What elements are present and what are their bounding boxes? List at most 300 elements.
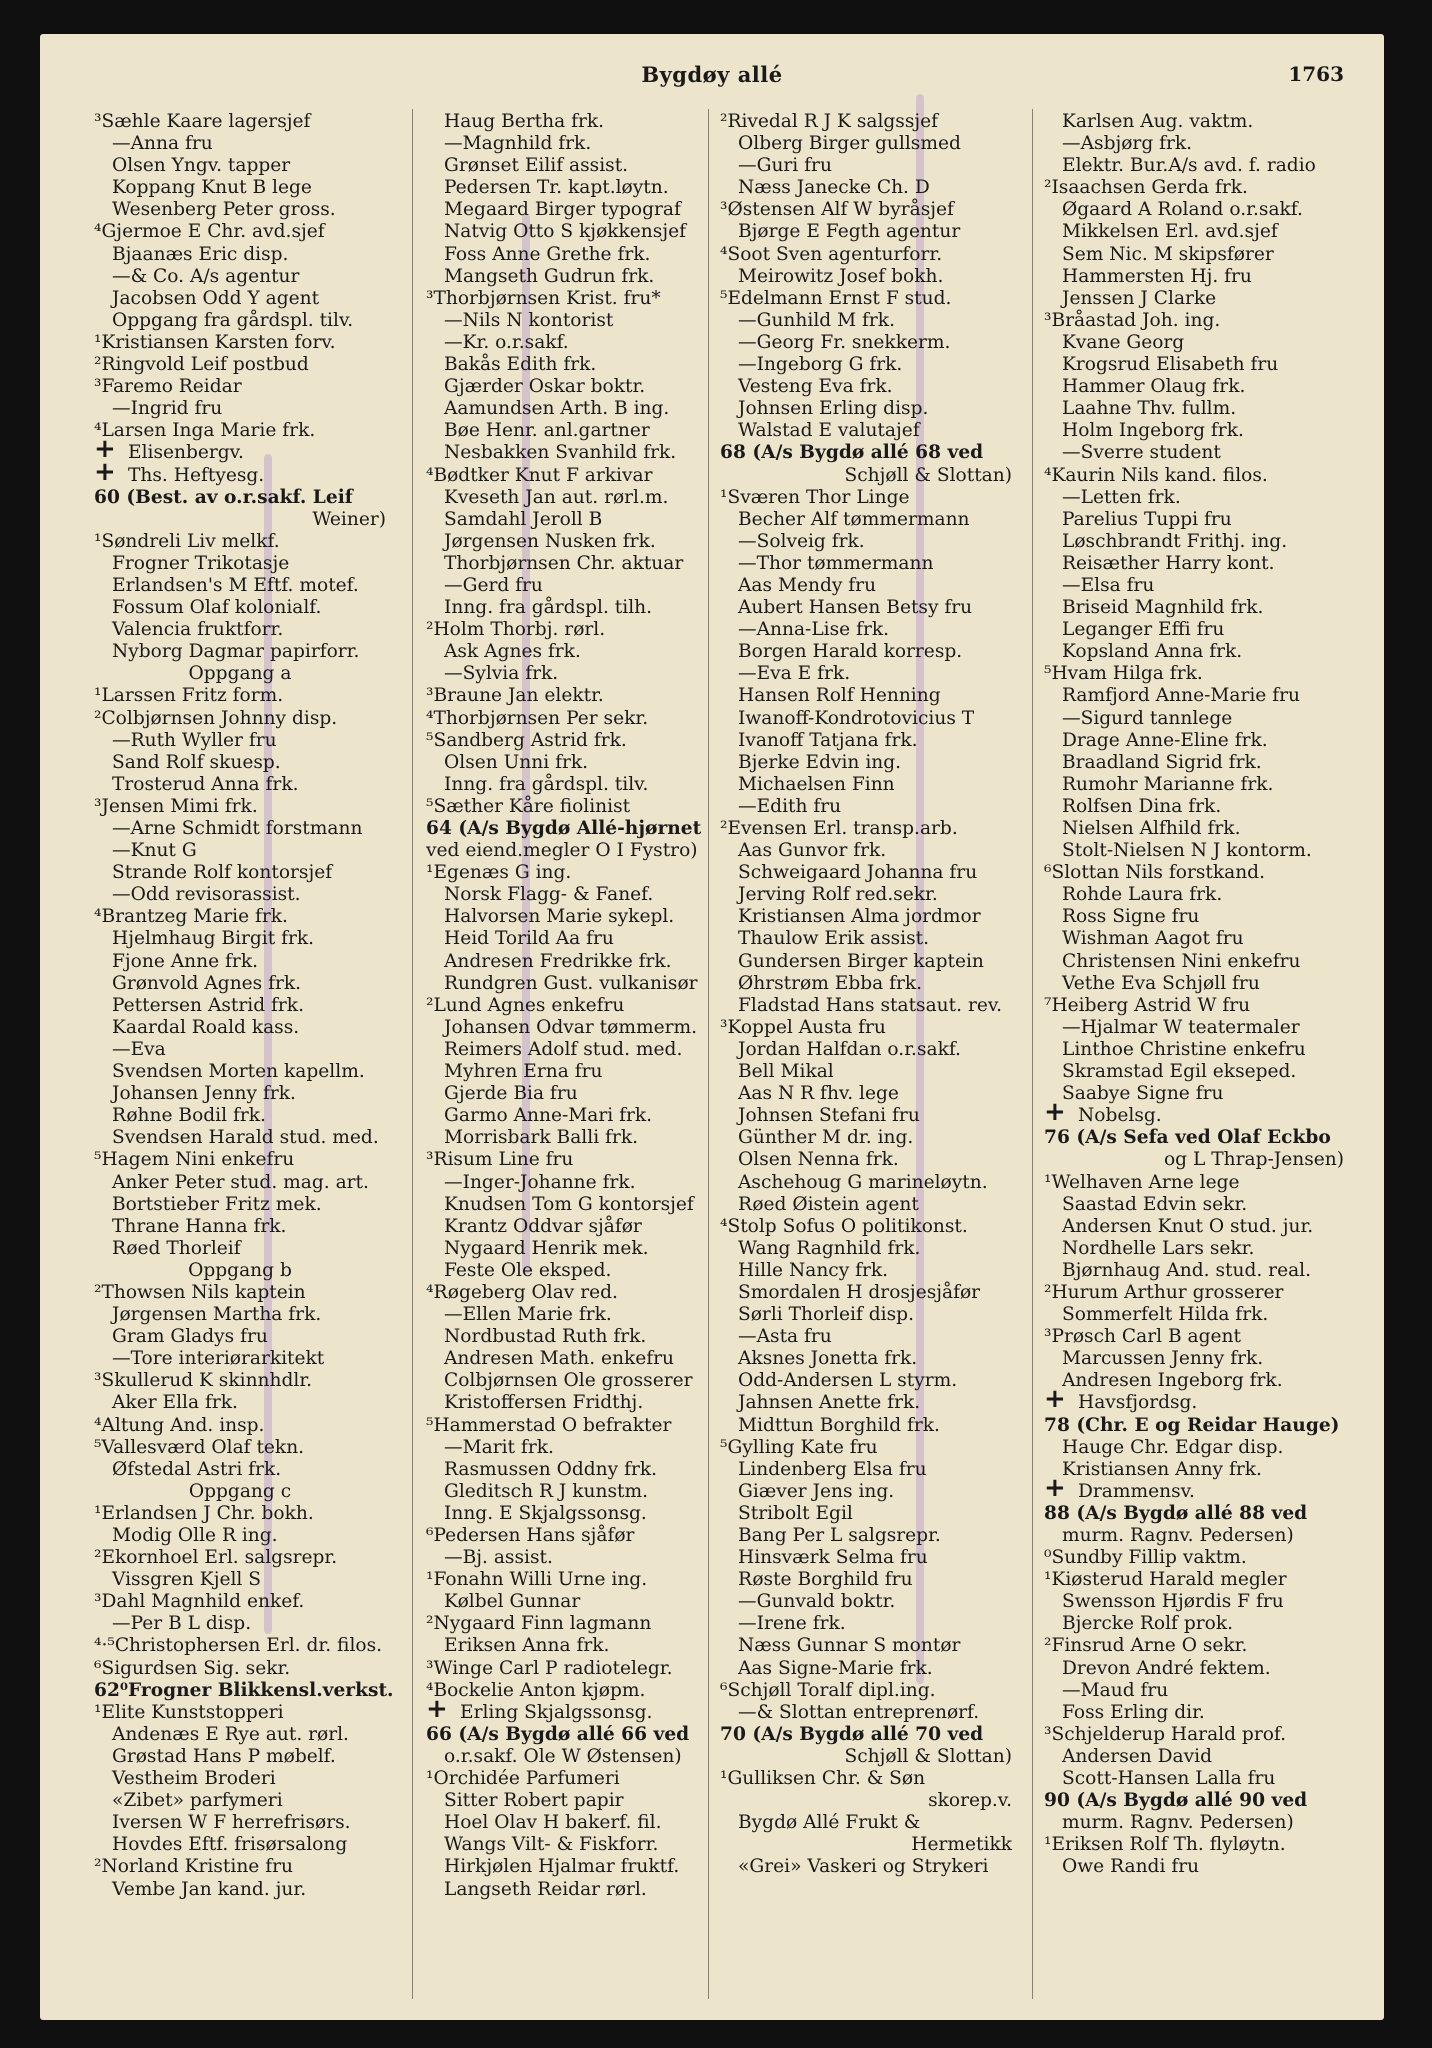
listing-entry: Vestheim Broderi xyxy=(112,1768,276,1790)
listing-entry: ⁴Kaurin Nils kand. filos. xyxy=(1044,464,1268,486)
listing-entry: Bakås Edith frk. xyxy=(444,354,597,376)
address-heading: 60 (Best. av o.r.sakf. Leif xyxy=(94,486,353,508)
listing-entry: murm. Ragnv. Pedersen) xyxy=(1062,1812,1294,1834)
listing-entry: —Knut G xyxy=(112,840,197,862)
listing-entry: Haug Bertha frk. xyxy=(444,111,605,132)
listing-entry: Hjelmhaug Birgit frk. xyxy=(112,928,315,950)
listing-entry: Thaulow Erik assist. xyxy=(738,928,930,950)
listing-entry: Nygaard Henrik mek. xyxy=(444,1237,649,1259)
listing-entry: Borgen Harald korresp. xyxy=(738,641,963,663)
listing-entry: —Gunhild M frk. xyxy=(738,309,895,331)
listing-entry: —Georg Fr. snekkerm. xyxy=(738,331,951,353)
listing-entry: Schjøll & Slottan) xyxy=(844,464,1012,486)
listing-entry: Rohde Laura frk. xyxy=(1062,884,1223,906)
listing-entry: ¹Eriksen Rolf Th. flyløytn. xyxy=(1044,1834,1286,1856)
directory-page xyxy=(40,34,1384,2020)
listing-entry: Skramstad Egil ekseped. xyxy=(1062,1061,1297,1083)
listing-entry: Walstad E valutajef xyxy=(738,420,920,442)
listing-entry: Jahnsen Anette frk. xyxy=(738,1392,921,1414)
listing-entry: ¹Erlandsen J Chr. bokh. xyxy=(94,1502,314,1524)
listing-column-4 xyxy=(1044,111,1344,1879)
cross-street: + Ths. Heftyesg. xyxy=(94,465,386,487)
listing-entry: Hille Nancy frk. xyxy=(738,1259,889,1281)
listing-entry: Anker Peter stud. mag. art. xyxy=(112,1171,369,1193)
listing-entry: ⁶Pedersen Hans sjåfør xyxy=(426,1525,635,1546)
listing-entry: —Sylvia frk. xyxy=(444,663,559,685)
listing-entry: Olsen Yngv. tapper xyxy=(112,155,291,177)
listing-entry: Meirowitz Josef bokh. xyxy=(738,265,944,287)
listing-entry: ¹Orchidée Parfumeri xyxy=(426,1768,620,1790)
listing-entry: Heid Torild Aa fru xyxy=(444,928,614,950)
listing-entry: ⁶Sigurdsen Sig. sekr. xyxy=(94,1657,291,1679)
listing-entry: Grøstad Hans P møbelf. xyxy=(112,1745,336,1767)
listing-entry: Vembe Jan kand. jur. xyxy=(112,1878,307,1900)
listing-entry: Ask Agnes frk. xyxy=(444,641,581,663)
listing-entry: —Ruth Wyller fru xyxy=(112,729,277,751)
listing-entry: Rasmussen Oddny frk. xyxy=(444,1458,658,1480)
listing-entry: ¹Søndreli Liv melkf. xyxy=(94,530,280,552)
address-heading: 90 (A/s Bygdø allé 90 ved xyxy=(1044,1790,1308,1812)
address-heading: 64 (A/s Bygdø Allé-hjørnet xyxy=(426,818,702,839)
listing-entry: ²Holm Thorbj. rørl. xyxy=(426,619,606,641)
listing-entry: ⁵Hammerstad O befrakter xyxy=(426,1414,672,1436)
listing-entry: Modig Olle R ing. xyxy=(112,1525,278,1546)
listing-entry: Colbjørnsen Ole grosserer xyxy=(444,1370,693,1392)
listing-entry: —Irene frk. xyxy=(738,1613,846,1635)
listing-entry: ²Thowsen Nils kaptein xyxy=(94,1281,306,1303)
listing-entry: Koppang Knut B lege xyxy=(112,177,312,199)
listing-entry: Mikkelsen Erl. avd.sjef xyxy=(1062,221,1278,243)
listing-entry: Megaard Birger typograf xyxy=(444,199,681,221)
listing-entry: Rumohr Marianne frk. xyxy=(1062,773,1274,795)
listing-entry: Oppgang fra gårdspl. tilv. xyxy=(112,309,354,331)
listing-entry: Aksnes Jonetta frk. xyxy=(738,1348,918,1370)
listing-entry: Michaelsen Finn xyxy=(738,773,895,795)
listing-entry: Myhren Erna fru xyxy=(444,1061,603,1083)
listing-entry: Næss Gunnar S montør xyxy=(738,1635,961,1657)
listing-entry: og L Thrap-Jensen) xyxy=(1163,1149,1344,1171)
listing-entry: ⁴Røgeberg Olav red. xyxy=(426,1281,618,1303)
listing-entry: —Elsa fru xyxy=(1062,574,1155,596)
listing-entry: o.r.sakf. Ole W Østensen) xyxy=(444,1745,682,1767)
listing-entry: Elektr. Bur.A/s avd. f. radio xyxy=(1062,155,1316,177)
listing-entry: Bang Per L salgsrepr. xyxy=(738,1525,941,1546)
listing-entry: ³Østensen Alf W byråsjef xyxy=(720,199,954,221)
listing-entry: ⁶Slottan Nils forstkand. xyxy=(1044,862,1265,884)
listing-entry: —Odd revisorassist. xyxy=(112,884,301,906)
cross-street: + Havsfjordsg. xyxy=(1044,1392,1344,1414)
listing-entry: Smordalen H drosjesjåfør xyxy=(738,1281,981,1303)
listing-entry: Røste Borghild fru xyxy=(738,1569,913,1591)
listing-entry: Kaardal Roald kass. xyxy=(112,1016,300,1038)
listing-entry: Kristoffersen Fridthj. xyxy=(444,1392,644,1414)
listing-entry: Øhrstrøm Ebba frk. xyxy=(738,972,923,994)
listing-entry: Samdahl Jeroll B xyxy=(444,508,603,530)
listing-entry: Rundgren Gust. vulkanisør xyxy=(444,972,698,994)
listing-entry: Ramfjord Anne-Marie fru xyxy=(1062,685,1300,707)
listing-entry: Vethe Eva Schjøll fru xyxy=(1062,972,1260,994)
listing-entry: —& Co. A/s agentur xyxy=(112,265,300,287)
listing-entry: Wang Ragnhild frk. xyxy=(738,1237,921,1259)
address-heading: 88 (A/s Bygdø allé 88 ved xyxy=(1044,1502,1308,1524)
listing-entry: Svendsen Harald stud. med. xyxy=(112,1127,379,1149)
listing-entry: —Edith fru xyxy=(738,795,842,817)
listing-entry: Marcussen Jenny frk. xyxy=(1062,1348,1264,1370)
listing-entry: Hansen Rolf Henning xyxy=(738,685,941,707)
listing-entry: —Nils N kontorist xyxy=(444,309,614,331)
listing-entry: Erlandsen's M Eftf. motef. xyxy=(112,574,359,596)
listing-entry: Reimers Adolf stud. med. xyxy=(444,1038,683,1060)
listing-entry: Vesteng Eva frk. xyxy=(738,376,893,398)
listing-entry: ¹Egenæs G ing. xyxy=(426,862,572,884)
listing-entry: Johnsen Erling disp. xyxy=(738,398,929,420)
listing-entry: Kvane Georg xyxy=(1062,331,1185,353)
listing-entry: ²Rivedal R J K salgssjef xyxy=(720,111,939,132)
listing-entry: —Ingeborg G frk. xyxy=(738,354,903,376)
listing-entry: Røhne Bodil frk. xyxy=(112,1105,266,1127)
listing-entry: Nordhelle Lars sekr. xyxy=(1062,1237,1255,1259)
listing-entry: ²Isaachsen Gerda frk. xyxy=(1044,177,1248,199)
listing-entry: ²Hurum Arthur grosserer xyxy=(1044,1281,1284,1303)
listing-entry: —Asta fru xyxy=(738,1326,832,1348)
address-heading: 78 (Chr. E og Reidar Hauge) xyxy=(1044,1414,1340,1436)
listing-entry: —Arne Schmidt forstmann xyxy=(112,818,363,839)
listing-entry: Thrane Hanna frk. xyxy=(112,1215,287,1237)
listing-entry: Giæver Jens ing. xyxy=(738,1480,895,1502)
listing-entry: Grønset Eilif assist. xyxy=(444,155,629,177)
listing-entry: Inng. E Skjalgssonsg. xyxy=(444,1502,647,1524)
listing-entry: Jerving Rolf red.sekr. xyxy=(738,884,938,906)
listing-entry: Bjørge E Fegth agentur xyxy=(738,221,961,243)
listing-entry: —Bj. assist. xyxy=(444,1547,553,1569)
listing-entry: ⁴Larsen Inga Marie frk. xyxy=(94,420,316,442)
listing-entry: —Thor tømmermann xyxy=(738,552,934,574)
listing-entry: Stribolt Egil xyxy=(738,1502,853,1524)
listing-entry: Gjerde Bia fru xyxy=(444,1083,578,1105)
listing-entry: ¹Elite Kunststopperi xyxy=(94,1701,284,1723)
listing-entry: Scott-Hansen Lalla fru xyxy=(1062,1768,1276,1790)
listing-entry: Foss Erling dir. xyxy=(1062,1701,1205,1723)
listing-entry: ³Thorbjørnsen Krist. fru* xyxy=(426,287,661,309)
listing-column-3 xyxy=(720,111,1012,1879)
listing-entry: Weiner) xyxy=(312,508,386,530)
listing-entry: Ivanoff Tatjana frk. xyxy=(738,729,918,751)
listing-entry: —Anna-Lise frk. xyxy=(738,619,890,641)
listing-entry: —Letten frk. xyxy=(1062,486,1181,508)
listing-entry: —Sverre student xyxy=(1062,442,1221,464)
street-title: Bygdøy allé xyxy=(641,62,783,87)
listing-entry: —Gerd fru xyxy=(444,574,543,596)
listing-entry: Nesbakken Svanhild frk. xyxy=(444,442,677,464)
listing-entry: Øfstedal Astri frk. xyxy=(112,1458,282,1480)
listing-entry: Wesenberg Peter gross. xyxy=(112,199,336,221)
listing-entry: Linthoe Christine enkefru xyxy=(1062,1038,1306,1060)
listing-entry: —Eva E frk. xyxy=(738,663,851,685)
listing-entry: Fjone Anne frk. xyxy=(112,950,258,972)
listing-entry: ³Sæhle Kaare lagersjef xyxy=(94,111,311,132)
listing-entry: Karlsen Aug. vaktm. xyxy=(1062,111,1254,132)
listing-entry: —Inger-Johanne frk. xyxy=(444,1171,636,1193)
listing-entry: Johansen Odvar tømmerm. xyxy=(444,1016,698,1038)
listing-entry: ¹Kiøsterud Harald megler xyxy=(1044,1569,1287,1591)
entrance-heading: Oppgang a xyxy=(188,663,292,685)
listing-entry: Günther M dr. ing. xyxy=(738,1127,914,1149)
listing-entry: Holm Ingeborg frk. xyxy=(1062,420,1244,442)
listing-entry: Parelius Tuppi fru xyxy=(1062,508,1232,530)
listing-entry: Gram Gladys fru xyxy=(112,1326,268,1348)
listing-entry: ³Jensen Mimi frk. xyxy=(94,795,258,817)
listing-entry: Bjercke Rolf prok. xyxy=(1062,1613,1234,1635)
listing-entry: Bell Mikal xyxy=(738,1061,834,1083)
listing-entry: skorep.v. xyxy=(928,1790,1012,1812)
listing-entry: Aubert Hansen Betsy fru xyxy=(738,597,973,619)
listing-entry: —Hjalmar W teatermaler xyxy=(1062,1016,1300,1038)
listing-entry: Pedersen Tr. kapt.løytn. xyxy=(444,177,669,199)
listing-entry: ²Finsrud Arne O sekr. xyxy=(1044,1635,1248,1657)
listing-entry: Bøe Henr. anl.gartner xyxy=(444,420,650,442)
listing-entry: ²Nygaard Finn lagmann xyxy=(426,1613,652,1635)
listing-entry: Kopsland Anna frk. xyxy=(1062,641,1243,663)
listing-entry: Valencia fruktforr. xyxy=(112,619,284,641)
listing-entry: Aschehoug G marineløytn. xyxy=(738,1171,988,1193)
listing-entry: —Kr. o.r.sakf. xyxy=(444,331,569,353)
listing-entry: ved eiend.megler O I Fystro) xyxy=(426,840,698,862)
listing-entry: ⁴Brantzeg Marie frk. xyxy=(94,906,288,928)
listing-entry: Andresen Fredrikke frk. xyxy=(444,950,672,972)
listing-entry: Thorbjørnsen Chr. aktuar xyxy=(444,552,684,574)
listing-entry: Røed Øistein agent xyxy=(738,1193,919,1215)
listing-entry: Laahne Thv. fullm. xyxy=(1062,398,1237,420)
listing-entry: ¹Fonahn Willi Urne ing. xyxy=(426,1569,648,1591)
listing-entry: Sommerfelt Hilda frk. xyxy=(1062,1304,1269,1326)
address-heading: 68 (A/s Bygdø allé 68 ved xyxy=(720,442,984,464)
address-heading: 66 (A/s Bygdø allé 66 ved xyxy=(426,1723,690,1745)
listing-entry: Morrisbark Balli frk. xyxy=(444,1127,638,1149)
listing-entry: Hammer Olaug frk. xyxy=(1062,376,1246,398)
listing-entry: Gleditsch R J kunstm. xyxy=(444,1480,649,1502)
listing-entry: Hinsværk Selma fru xyxy=(738,1547,928,1569)
listing-entry: Svendsen Morten kapellm. xyxy=(112,1061,365,1083)
listing-entry: Bjørnhaug And. stud. real. xyxy=(1062,1259,1312,1281)
listing-entry: Bygdø Allé Frukt & xyxy=(738,1812,921,1834)
listing-entry: Feste Ole eksped. xyxy=(444,1259,612,1281)
listing-entry: ⁴Gjermoe E Chr. avd.sjef xyxy=(94,221,325,243)
listing-entry: Eriksen Anna frk. xyxy=(444,1635,610,1657)
listing-entry: ⁴Bødtker Knut F arkivar xyxy=(426,464,653,486)
listing-entry: Olberg Birger gullsmed xyxy=(738,133,961,155)
entrance-heading: Oppgang c xyxy=(188,1480,292,1502)
listing-entry: —Marit frk. xyxy=(444,1436,554,1458)
listing-entry: ¹Larssen Fritz form. xyxy=(94,685,284,707)
listing-entry: Bjaanæs Eric disp. xyxy=(112,243,289,265)
listing-entry: Kristiansen Alma jordmor xyxy=(738,906,981,928)
address-heading: 62⁰Frogner Blikkensl.verkst. xyxy=(94,1679,394,1701)
listing-entry: Olsen Nenna frk. xyxy=(738,1149,899,1171)
listing-entry: Sem Nic. M skipsfører xyxy=(1062,243,1274,265)
listing-entry: ⁵Sandberg Astrid frk. xyxy=(426,729,627,751)
listing-entry: Næss Janecke Ch. D xyxy=(738,177,930,199)
listing-entry: Wishman Aagot fru xyxy=(1062,928,1244,950)
listing-entry: Rolfsen Dina frk. xyxy=(1062,795,1222,817)
listing-entry: Sitter Robert papir xyxy=(444,1790,624,1812)
listing-entry: ⁵Hagem Nini enkefru xyxy=(94,1149,295,1171)
listing-entry: ⁵Edelmann Ernst F stud. xyxy=(720,287,952,309)
listing-entry: Drevon André fektem. xyxy=(1062,1657,1271,1679)
listing-entry: —Eva xyxy=(112,1038,166,1060)
listing-entry: Kveseth Jan aut. rørl.m. xyxy=(444,486,669,508)
listing-entry: ³Prøsch Carl B agent xyxy=(1044,1326,1241,1348)
listing-entry: ³Schjelderup Harald prof. xyxy=(1044,1723,1287,1745)
listing-entry: Hermetikk xyxy=(911,1834,1012,1856)
listing-entry: Iwanoff-Kondrotovicius T xyxy=(738,707,975,729)
listing-entry: —& Slottan entreprenørf. xyxy=(738,1701,980,1723)
listing-entry: Stolt-Nielsen N J kontorm. xyxy=(1062,840,1312,862)
column-divider xyxy=(1032,109,1033,1999)
listing-entry: ³Risum Line fru xyxy=(426,1149,574,1171)
listing-entry: Nielsen Alfhild frk. xyxy=(1062,818,1241,839)
listing-entry: Ross Signe fru xyxy=(1062,906,1200,928)
listing-entry: Strande Rolf kontorsjef xyxy=(112,862,333,884)
listing-entry: «Zibet» parfymeri xyxy=(112,1790,283,1812)
listing-entry: ⁰Sundby Fillip vaktm. xyxy=(1044,1547,1247,1569)
cross-street: + Drammensv. xyxy=(1044,1481,1344,1503)
listing-entry: Johnsen Stefani fru xyxy=(738,1105,920,1127)
listing-entry: Gjærder Oskar boktr. xyxy=(444,376,646,398)
listing-entry: ⁵Sæther Kåre fiolinist xyxy=(426,795,631,817)
listing-entry: ¹Sværen Thor Linge xyxy=(720,486,910,508)
listing-entry: —Magnhild frk. xyxy=(444,133,592,155)
listing-entry: Reisæther Harry kont. xyxy=(1062,552,1275,574)
listing-entry: Løschbrandt Frithj. ing. xyxy=(1062,530,1288,552)
listing-entry: Norsk Flagg- & Fanef. xyxy=(444,884,654,906)
listing-entry: Halvorsen Marie sykepl. xyxy=(444,906,675,928)
listing-entry: Jørgensen Nusken frk. xyxy=(444,530,656,552)
listing-entry: ³Faremo Reidar xyxy=(94,376,242,398)
listing-entry: Lindenberg Elsa fru xyxy=(738,1458,927,1480)
page-number: 1763 xyxy=(1288,62,1344,86)
listing-entry: Røed Thorleif xyxy=(112,1237,241,1259)
listing-entry: Andersen David xyxy=(1062,1745,1212,1767)
listing-entry: —Gunvald boktr. xyxy=(738,1591,896,1613)
listing-entry: Hovdes Eftf. frisørsalong xyxy=(112,1834,348,1856)
listing-entry: ²Ekornhoel Erl. salgsrepr. xyxy=(94,1547,338,1569)
listing-entry: —Solveig frk. xyxy=(738,530,865,552)
listing-entry: —Anna fru xyxy=(112,133,213,155)
listing-entry: Foss Anne Grethe frk. xyxy=(444,243,651,265)
listing-entry: Mangseth Gudrun frk. xyxy=(444,265,655,287)
listing-entry: Aamundsen Arth. B ing. xyxy=(444,398,670,420)
address-heading: 70 (A/s Bygdø allé 70 ved xyxy=(720,1723,984,1745)
listing-entry: Garmo Anne-Mari frk. xyxy=(444,1105,653,1127)
listing-entry: Bortstieber Fritz mek. xyxy=(112,1193,322,1215)
listing-entry: Drage Anne-Eline frk. xyxy=(1062,729,1268,751)
listing-entry: Fossum Olaf kolonialf. xyxy=(112,597,322,619)
listing-entry: Langseth Reidar rørl. xyxy=(444,1878,647,1900)
listing-entry: —Asbjørg frk. xyxy=(1062,133,1193,155)
listing-entry: ²Ringvold Leif postbud xyxy=(94,354,309,376)
listing-entry: murm. Ragnv. Pedersen) xyxy=(1062,1525,1294,1546)
listing-entry: Andersen Knut O stud. jur. xyxy=(1062,1215,1314,1237)
listing-entry: Hauge Chr. Edgar disp. xyxy=(1062,1436,1284,1458)
listing-entry: Knudsen Tom G kontorsjef xyxy=(444,1193,694,1215)
listing-entry: —Ingrid fru xyxy=(112,398,223,420)
listing-entry: —Per B L disp. xyxy=(112,1613,252,1635)
listing-entry: ¹Kristiansen Karsten forv. xyxy=(94,331,336,353)
listing-entry: Nyborg Dagmar papirforr. xyxy=(112,641,360,663)
listing-entry: Jørgensen Martha frk. xyxy=(112,1304,322,1326)
listing-entry: Christensen Nini enkefru xyxy=(1062,950,1301,972)
listing-entry: Andenæs E Rye aut. rørl. xyxy=(112,1723,349,1745)
listing-entry: «Grei» Vaskeri og Strykeri xyxy=(738,1856,989,1878)
listing-entry: ⁵Gylling Kate fru xyxy=(720,1436,878,1458)
listing-entry: —Guri fru xyxy=(738,155,832,177)
listing-entry: ³Dahl Magnhild enkef. xyxy=(94,1591,305,1613)
listing-entry: —Tore interiørarkitekt xyxy=(112,1348,325,1370)
listing-entry: ²Colbjørnsen Johnny disp. xyxy=(94,707,338,729)
listing-entry: ²Norland Kristine fru xyxy=(94,1856,293,1878)
listing-entry: ⁶Schjøll Toralf dipl.ing. xyxy=(720,1679,936,1701)
listing-entry: Andresen Ingeborg frk. xyxy=(1062,1370,1283,1392)
listing-entry: Briseid Magnhild frk. xyxy=(1062,597,1264,619)
listing-entry: Aas Signe-Marie frk. xyxy=(738,1657,933,1679)
listing-entry: Krogsrud Elisabeth fru xyxy=(1062,354,1279,376)
listing-entry: Schweigaard Johanna fru xyxy=(738,862,978,884)
listing-column-2 xyxy=(426,111,718,1901)
listing-entry: Gundersen Birger kaptein xyxy=(738,950,984,972)
listing-entry: ¹Gulliksen Chr. & Søn xyxy=(720,1768,926,1790)
listing-entry: Saabye Signe fru xyxy=(1062,1083,1224,1105)
listing-entry: ⁴Soot Sven agenturforr. xyxy=(720,243,943,265)
listing-entry: ⁴·⁵Christophersen Erl. dr. filos. xyxy=(94,1635,383,1657)
listing-entry: ¹Welhaven Arne lege xyxy=(1044,1171,1240,1193)
listing-entry: Jenssen J Clarke xyxy=(1062,287,1217,309)
listing-entry: Hoel Olav H bakerf. fil. xyxy=(444,1812,662,1834)
listing-entry: ³Braune Jan elektr. xyxy=(426,685,604,707)
column-divider xyxy=(412,109,413,1999)
listing-entry: ⁵Vallesværd Olaf tekn. xyxy=(94,1436,305,1458)
listing-entry: Andresen Math. enkefru xyxy=(444,1348,675,1370)
listing-entry: Wangs Vilt- & Fiskforr. xyxy=(444,1834,659,1856)
listing-entry: Becher Alf tømmermann xyxy=(738,508,970,530)
listing-entry: ⁴Thorbjørnsen Per sekr. xyxy=(426,707,649,729)
listing-entry: Natvig Otto S kjøkkensjef xyxy=(444,221,686,243)
listing-entry: ⁴Stolp Sofus O politikonst. xyxy=(720,1215,968,1237)
listing-entry: Braadland Sigrid frk. xyxy=(1062,751,1262,773)
listing-entry: Øgaard A Roland o.r.sakf. xyxy=(1062,199,1303,221)
listing-entry: Odd-Andersen L styrm. xyxy=(738,1370,958,1392)
listing-entry: Swensson Hjørdis F fru xyxy=(1062,1591,1284,1613)
listing-entry: Hammersten Hj. fru xyxy=(1062,265,1252,287)
listing-entry: Nordbustad Ruth frk. xyxy=(444,1326,647,1348)
listing-entry: Aas N R fhv. lege xyxy=(738,1083,899,1105)
listing-entry: —Ellen Marie frk. xyxy=(444,1304,612,1326)
listing-entry: Aas Gunvor frk. xyxy=(738,840,887,862)
listing-entry: Inng. fra gårdspl. tilv. xyxy=(444,773,649,795)
listing-entry: Aker Ella frk. xyxy=(112,1392,238,1414)
listing-entry: Sand Rolf skuesp. xyxy=(112,751,281,773)
listing-entry: Saastad Edvin sekr. xyxy=(1062,1193,1248,1215)
listing-entry: Johansen Jenny frk. xyxy=(112,1083,296,1105)
listing-entry: Bjerke Edvin ing. xyxy=(738,751,902,773)
listing-column-1 xyxy=(94,111,394,1901)
listing-entry: Owe Randi fru xyxy=(1062,1856,1200,1878)
listing-entry: Pettersen Astrid frk. xyxy=(112,994,304,1016)
listing-entry: ²Lund Agnes enkefru xyxy=(426,994,625,1016)
listing-entry: ⁵Hvam Hilga frk. xyxy=(1044,663,1203,685)
listing-entry: ³Skullerud K skinnhdlr. xyxy=(94,1370,313,1392)
listing-entry: ⁴Altung And. insp. xyxy=(94,1414,265,1436)
page-header xyxy=(40,62,1384,98)
